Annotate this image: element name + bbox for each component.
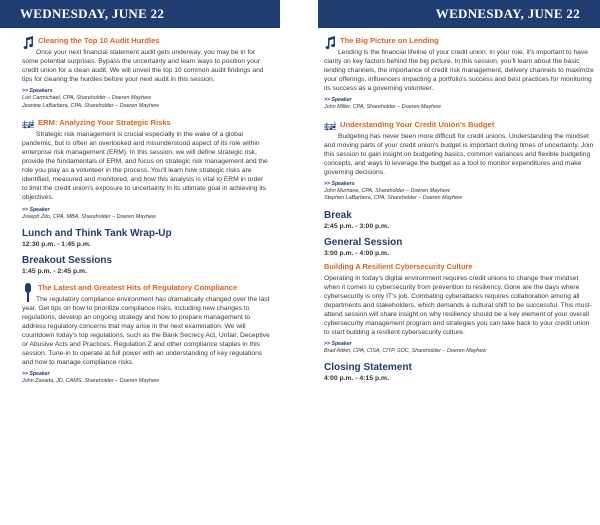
closing-title: Closing Statement: [324, 362, 412, 374]
breakout-title: Breakout Sessions: [22, 254, 113, 266]
general-session-time: 3:00 p.m. - 4:00 p.m.: [324, 249, 389, 257]
break-time: 2:45 p.m. - 3:00 p.m.: [324, 222, 389, 230]
speaker: John Zasada, JD, CAMS, Shareholder – Doeren Mayhew: [22, 378, 159, 385]
left-page: [0, 0, 280, 525]
session-description: Lending is the financial lifeline of your credit union. In your role, it's important to have clarity on key factors behind the big picture. In this session, you'll learn about the basic lending channels, the importance of credit risk management, delivery channels to maximize your offerings, influencers impacting a portfolio's success and best practices for monitoring its success as a governing volunteer.: [324, 49, 594, 93]
session-audit-hurdles: [22, 36, 270, 110]
microphone-icon: [22, 283, 34, 303]
session-title: ERM: Analyzing Your Strategic Risks: [38, 117, 171, 127]
lunch-time: 12:30 p.m. - 1:45 p.m.: [22, 240, 91, 248]
speaker: Joseph Zito, CPA, MBA, Shareholder – Doeren Mayhew: [22, 213, 156, 220]
session-title: Clearing the Top 10 Audit Hurdles: [38, 36, 160, 45]
session-description: Once your next financial statement audit gets underway, you may be in for some potential surprises. Bypass the uncertainty and learn ways to position your credit union for a clean audit. We will unveil the top 10 common audit findings and tips for clearing the hurdles before your next audit in this session.: [22, 49, 264, 84]
speaker: Brad Attkin, CPA, CISA, CITP, SOC, Shareholder – Doeren Mayhew: [324, 348, 487, 355]
speakers-label: >> Speaker: [22, 371, 50, 378]
speakers-label: >> Speaker: [324, 341, 352, 348]
session-description: Operating in today's digital environment requires credit unions to change their mindset when it comes to cybersecurity from prevention to resiliency. Gone are the days where cybersecurity is only IT's job. Combating cyberattacks requires collaboration among all departments and stakeholders, which demands a cultural shift to be successful. This must-attend session will share insight on why resiliency should be a key element of your overall cybersecurity management program and strategies you can take back to your credit union to start building a resilient cybersecurity culture.: [324, 274, 592, 337]
general-session-title: General Session: [324, 236, 403, 248]
session-title: The Latest and Greatest Hits of Regulatory Compliance: [38, 282, 238, 292]
closing-time: 4:00 p.m. - 4:15 p.m.: [324, 375, 389, 383]
lunch-title: Lunch and Think Tank Wrap-Up: [22, 227, 172, 239]
session-big-picture-lending: [324, 36, 596, 112]
session-title: Building A Resilient Cybersecurity Culture: [324, 261, 473, 271]
breakout-time: 1:45 p.m. - 2:45 p.m.: [22, 267, 87, 275]
day-header-right: WEDNESDAY, JUNE 22: [318, 0, 600, 28]
session-title: Understanding Your Credit Union's Budget: [340, 119, 495, 129]
session-title: The Big Picture on Lending: [340, 36, 439, 45]
break-title: Break: [324, 209, 352, 221]
day-header-left: WEDNESDAY, JUNE 22: [0, 0, 280, 28]
speakers-label: >> Speaker: [22, 206, 50, 213]
speaker: Jeanine LaBarbera, CPA, Shareholder – Doeren Mayhew: [22, 102, 159, 109]
session-description: Strategic risk management is crucial especially in the wake of a global pandemic, but is often an overlooked and misunderstood aspect of its role within enterprise risk management (ERM). In this session, we will define strategic risk, provide the fundamentals of ERM, and focus on strategic risk management and the role you play as a volunteer in the process. You'll learn how strategic risks are identified, measured and monitored, and how this analysis is vital to ERM in order to limit the credit union's exposure to uncertainty in its ultimate goal in achieving its objectives.: [22, 130, 268, 202]
music-note-icon: [324, 36, 336, 50]
session-cybersecurity-culture: [324, 262, 596, 356]
speakers-label: >> Speakers: [324, 181, 355, 188]
music-note-icon: [22, 36, 34, 50]
speaker: Lori Carmichael, CPA, Shareholder – Doeren Mayhew: [22, 95, 152, 102]
music-staff-icon: [324, 120, 336, 134]
speaker: John Miller, CPA, Shareholder – Doeren Mayhew: [324, 104, 442, 111]
right-page: [320, 0, 600, 525]
session-description: The regulatory compliance environment has dramatically changed over the last year. Get tips on how to prioritize compliance risks, including new changes to regulations, develop an ongoing strategy and how to prepare management to address regulatory concerns that may arise in the next examination. We will countdown today's top regulations, such as the Bank Secrecy Act, Unfair, Deceptive or Abusive Acts and Practices, Regulation Z and other compliance staples in this session. Tune-in to operate at full power with an understanding of key regulations and how to manage compliance risks.: [22, 295, 270, 367]
speakers-label: >> Speaker: [324, 97, 352, 104]
session-description: Budgeting has never been more difficult for credit unions. Understanding the mindset and moving parts of your credit union's budget is important during times of uncertainty. Join this session to gain insight on budgeting basics, common variances and flexible budgeting concepts, and ways to leverage the budget as a tool to monitor expenditures and make governing decisions.: [324, 132, 594, 177]
session-regulatory-compliance: [22, 283, 270, 386]
session-erm: [22, 118, 270, 221]
speaker: John Murnane, CPA, Shareholder – Doeren Mayhew: [324, 188, 450, 195]
speakers-label: >> Speakers: [22, 88, 53, 95]
music-staff-icon: [22, 118, 34, 132]
speaker: Stephen LaBarbera, CPA, Shareholder – Doeren Mayhew: [324, 195, 463, 202]
session-credit-union-budget: [324, 120, 596, 203]
